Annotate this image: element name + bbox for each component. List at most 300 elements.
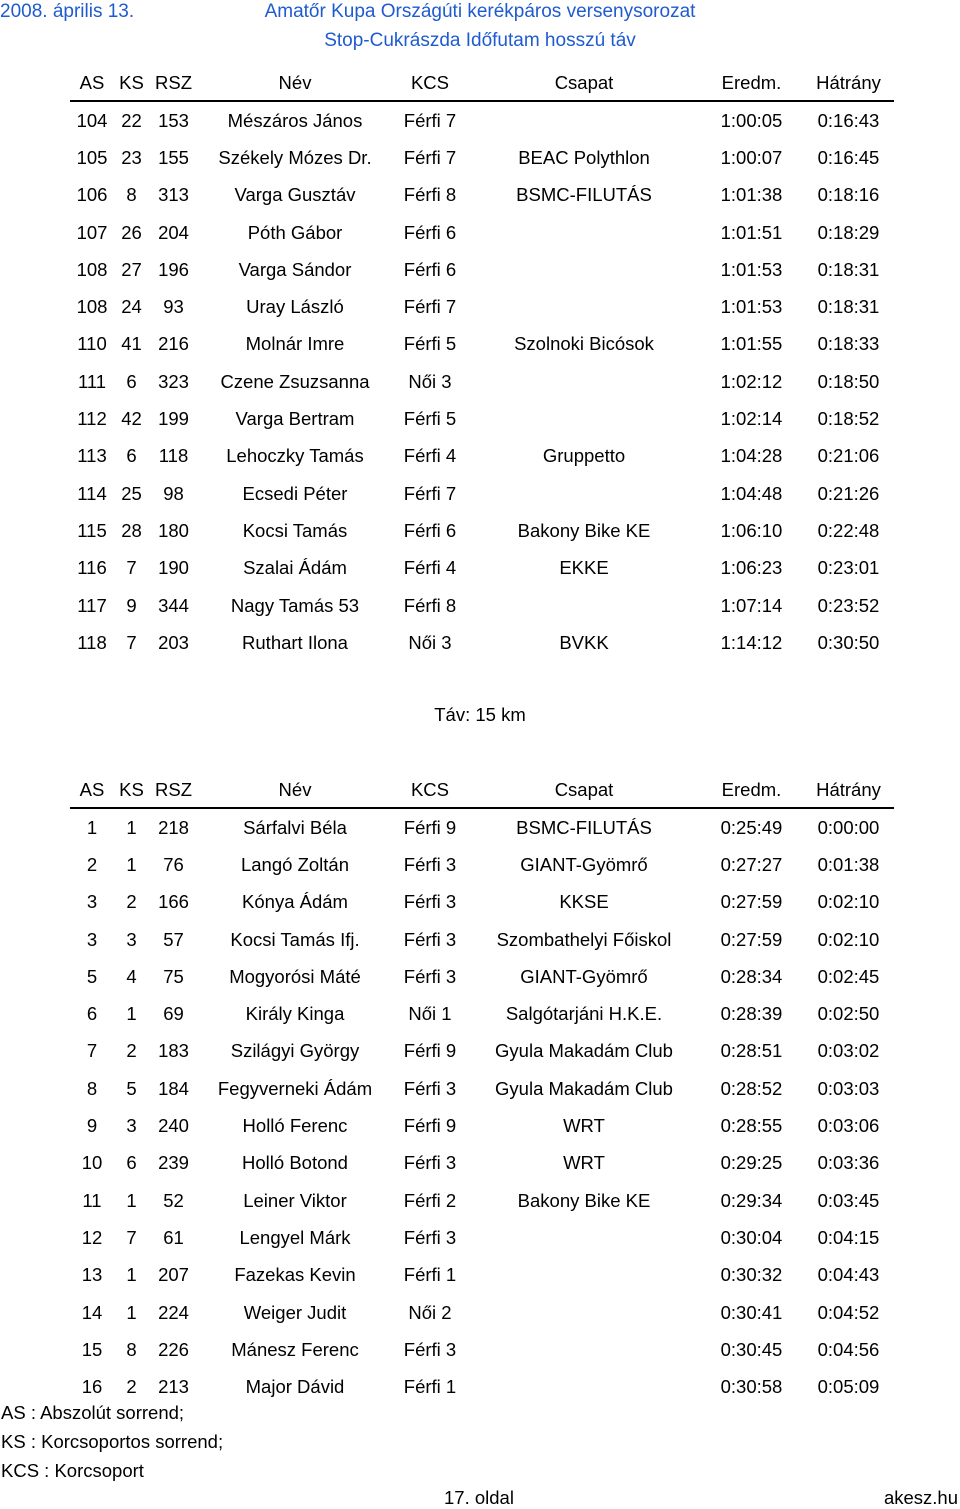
table-cell: 204 — [158, 221, 189, 243]
table-cell: Varga Bertram — [235, 408, 355, 430]
table-cell: 104 — [76, 109, 108, 131]
table-cell — [468, 1294, 700, 1331]
table-cell: 1:01:53 — [720, 296, 783, 318]
table-row — [70, 808, 894, 846]
table-cell: 213 — [158, 1376, 189, 1398]
table-cell: 14 — [81, 1301, 103, 1323]
table-cell: 0:30:41 — [720, 1301, 783, 1323]
table-row — [70, 214, 894, 251]
table-cell: Férfi 7 — [403, 146, 457, 168]
results-table-long — [70, 66, 894, 661]
column-header: AS — [79, 72, 105, 93]
table-cell: 3 — [126, 1115, 137, 1137]
table-cell: 1 — [126, 1003, 137, 1025]
table-header — [70, 773, 894, 808]
table-cell: Férfi 6 — [403, 519, 457, 541]
table-cell: 240 — [158, 1115, 189, 1137]
table-cell: 183 — [158, 1040, 189, 1062]
column-header: Eredm. — [721, 72, 782, 93]
table-cell: 7 — [126, 557, 137, 579]
table-cell: 180 — [158, 519, 189, 541]
table-cell: 8 — [86, 1077, 98, 1099]
table-cell: 111 — [77, 370, 107, 392]
table-cell: 25 — [121, 482, 142, 504]
table-cell: 10 — [81, 1152, 103, 1174]
table-cell: 3 — [86, 891, 98, 913]
table-cell: Férfi 3 — [403, 1338, 457, 1360]
table-cell: 41 — [121, 333, 142, 355]
table-cell: Férfi 6 — [403, 258, 457, 280]
table-cell — [468, 101, 700, 139]
table-cell: 0:04:43 — [817, 1264, 880, 1286]
table-cell: 0:28:52 — [720, 1077, 783, 1099]
column-header: KCS — [410, 72, 450, 93]
table-cell: 0:18:50 — [817, 370, 880, 392]
table-cell: 1 — [126, 853, 137, 875]
table-cell: 108 — [76, 258, 108, 280]
table-header — [70, 66, 894, 101]
table-cell: Salgótarjáni H.K.E. — [505, 1003, 663, 1025]
table-cell: 117 — [77, 594, 107, 616]
column-header: Eredm. — [721, 779, 782, 800]
table-cell: 7 — [126, 1226, 137, 1248]
table-cell: 1 — [86, 816, 98, 838]
table-cell: 0:30:45 — [720, 1338, 783, 1360]
table-cell — [468, 475, 700, 512]
table-row — [70, 475, 894, 512]
table-cell: 344 — [158, 594, 189, 616]
table-cell: 1:07:14 — [720, 594, 783, 616]
column-header: Hátrány — [816, 779, 881, 800]
table-row — [70, 624, 894, 661]
table-cell: 75 — [163, 965, 184, 987]
table-cell: Langó Zoltán — [240, 853, 349, 875]
table-cell: Kocsi Tamás — [242, 519, 348, 541]
table-cell: 2 — [126, 1040, 137, 1062]
table-cell: Nagy Tamás 53 — [230, 594, 360, 616]
table-cell: 3 — [126, 928, 137, 950]
table-cell: 69 — [163, 1003, 184, 1025]
table-row — [70, 995, 894, 1032]
table-cell: Férfi 5 — [403, 408, 457, 430]
column-header: RSZ — [155, 72, 192, 93]
table-cell: 0:01:38 — [817, 853, 880, 875]
table-row — [70, 587, 894, 624]
table-body — [70, 808, 894, 1406]
table-cell: 114 — [77, 482, 107, 504]
column-header: Hátrány — [816, 72, 881, 93]
table-row — [70, 251, 894, 288]
table-cell: 0:18:52 — [817, 408, 880, 430]
table-cell: Gyula Makadám Club — [495, 1040, 673, 1062]
table-cell: Holló Botond — [242, 1152, 348, 1174]
table-cell — [468, 587, 700, 624]
table-cell: Női 3 — [408, 370, 452, 392]
table-cell: Székely Mózes Dr. — [218, 146, 372, 168]
table-cell: Major Dávid — [245, 1376, 345, 1398]
table-row — [70, 438, 894, 475]
distance-label: Táv: 15 km — [434, 704, 526, 725]
table-cell: 0:16:43 — [817, 109, 880, 131]
table-cell: Czene Zsuzsanna — [220, 370, 370, 392]
table-row — [70, 958, 894, 995]
column-header: Csapat — [554, 779, 614, 800]
table-row — [70, 1257, 894, 1294]
legend-kcs: KCS : Korcsoport — [1, 1460, 144, 1481]
table-body — [70, 101, 894, 661]
report-subtitle: Stop-Cukrászda Időfutam hosszú táv — [324, 30, 636, 51]
table-cell: 0:04:15 — [817, 1226, 880, 1248]
table-cell: 203 — [158, 631, 189, 653]
table-cell: 6 — [126, 1152, 137, 1174]
table-cell: Férfi 3 — [403, 1226, 457, 1248]
table-cell: Gyula Makadám Club — [495, 1077, 673, 1099]
table-cell: GIANT-Gyömrő — [520, 965, 648, 987]
table-cell: 7 — [86, 1040, 98, 1062]
table-cell: 0:29:34 — [720, 1189, 783, 1211]
column-header: RSZ — [155, 779, 192, 800]
table-cell: 6 — [126, 370, 137, 392]
table-cell: 7 — [126, 631, 137, 653]
table-cell: 0:30:32 — [720, 1264, 783, 1286]
table-cell: 199 — [158, 408, 189, 430]
table-cell — [468, 214, 700, 251]
table-cell: 0:18:16 — [817, 184, 880, 206]
table-cell: 1:00:07 — [720, 146, 783, 168]
table-cell: Mánesz Ferenc — [231, 1338, 359, 1360]
table-cell: 24 — [121, 296, 142, 318]
table-cell: Férfi 9 — [403, 1115, 457, 1137]
table-cell: 0:28:55 — [720, 1115, 783, 1137]
table-cell: Kónya Ádám — [242, 891, 348, 913]
table-row — [70, 1182, 894, 1219]
column-header: KCS — [410, 779, 450, 800]
table-cell: Szilágyi György — [230, 1040, 360, 1062]
table-cell: Férfi 7 — [403, 109, 457, 131]
table-cell: 76 — [163, 853, 184, 875]
table-cell: 0:27:59 — [720, 928, 783, 950]
table-cell: 216 — [158, 333, 189, 355]
table-cell: 0:28:39 — [720, 1003, 783, 1025]
table-cell: 0:02:50 — [817, 1003, 880, 1025]
table-cell: 190 — [158, 557, 189, 579]
table-cell: 218 — [158, 816, 189, 838]
table-cell: 26 — [121, 221, 142, 243]
table-cell: 0:29:25 — [720, 1152, 783, 1174]
table-cell: Férfi 3 — [403, 965, 457, 987]
table-cell: 3 — [86, 928, 98, 950]
table-cell: 0:23:52 — [817, 594, 880, 616]
column-header: Csapat — [554, 72, 614, 93]
table-cell: Férfi 2 — [403, 1189, 457, 1211]
table-cell: 1 — [126, 816, 137, 838]
table-cell: 1:00:05 — [720, 109, 783, 131]
table-cell: 16 — [81, 1376, 103, 1398]
column-header: KS — [119, 72, 144, 93]
table-cell — [468, 1331, 700, 1368]
table-cell: Mészáros János — [227, 109, 363, 131]
table-cell: 1:02:12 — [720, 370, 783, 392]
table-cell: 0:02:10 — [817, 891, 880, 913]
table-cell: 27 — [121, 258, 142, 280]
table-cell: 0:05:09 — [817, 1376, 880, 1398]
table-cell: 0:28:34 — [720, 965, 783, 987]
table-cell: BEAC Polythlon — [518, 146, 650, 168]
table-cell: 0:03:36 — [817, 1152, 880, 1174]
table-cell: BSMC-FILUTÁS — [516, 816, 652, 838]
table-cell: 9 — [126, 594, 137, 616]
table-cell: 1:04:48 — [720, 482, 783, 504]
table-row — [70, 550, 894, 587]
table-cell: 0:23:01 — [817, 557, 880, 579]
table-cell: 207 — [158, 1264, 189, 1286]
report-title: Amatőr Kupa Országúti kerékpáros versenysorozat — [264, 1, 696, 22]
report-date: 2008. április 13. — [0, 1, 135, 22]
table-cell: 0:21:06 — [817, 445, 880, 467]
table-cell: 11 — [82, 1189, 102, 1211]
table-cell: 108 — [76, 296, 108, 318]
table-cell: BSMC-FILUTÁS — [516, 184, 652, 206]
table-cell: 1:04:28 — [720, 445, 783, 467]
table-cell: Női 2 — [408, 1301, 452, 1323]
table-cell: 1:14:12 — [720, 631, 783, 653]
table-cell: 313 — [158, 184, 189, 206]
table-cell: 57 — [163, 928, 184, 950]
table-cell: 1:01:53 — [720, 258, 783, 280]
table-row — [70, 1294, 894, 1331]
table-row — [70, 921, 894, 958]
table-cell: 1:01:51 — [720, 221, 783, 243]
table-row — [70, 1107, 894, 1144]
table-cell: 106 — [76, 184, 108, 206]
table-cell: 107 — [76, 221, 108, 243]
table-cell: Varga Gusztáv — [234, 184, 356, 206]
table-cell: Szalai Ádám — [243, 557, 347, 579]
table-cell: 2 — [126, 891, 137, 913]
table-cell: 224 — [158, 1301, 189, 1323]
table-cell: Férfi 7 — [403, 296, 457, 318]
table-row — [70, 139, 894, 176]
table-cell: 112 — [77, 408, 107, 430]
table-cell: Férfi 8 — [403, 184, 457, 206]
table-cell: 28 — [121, 519, 142, 541]
table-cell: 1:02:14 — [720, 408, 783, 430]
table-cell: 116 — [77, 557, 107, 579]
table-cell: 153 — [158, 109, 189, 131]
table-cell: 0:04:56 — [817, 1338, 880, 1360]
table-cell: 1 — [126, 1301, 137, 1323]
table-cell: Bakony Bike KE — [517, 519, 651, 541]
table-cell: 0:28:51 — [720, 1040, 783, 1062]
table-cell: Női 1 — [408, 1003, 452, 1025]
table-cell: Lehoczky Tamás — [226, 445, 364, 467]
table-cell: 184 — [158, 1077, 189, 1099]
table-row — [70, 1033, 894, 1070]
table-cell: 5 — [86, 965, 98, 987]
table-cell: 22 — [121, 109, 142, 131]
table-cell: Férfi 4 — [403, 445, 457, 467]
table-cell: Molnár Imre — [245, 333, 345, 355]
table-cell: Fazekas Kevin — [234, 1264, 356, 1286]
table-cell — [468, 363, 700, 400]
table-cell: Férfi 3 — [403, 891, 457, 913]
table-cell: 42 — [121, 408, 142, 430]
page-number: 17. oldal — [444, 1487, 514, 1508]
table-cell: 0:22:48 — [817, 519, 880, 541]
column-header: KS — [119, 779, 144, 800]
table-cell: 1:01:38 — [720, 184, 783, 206]
table-cell: 155 — [158, 146, 189, 168]
table-cell: Varga Sándor — [238, 258, 352, 280]
table-cell: Férfi 1 — [403, 1376, 457, 1398]
table-cell: 0:16:45 — [817, 146, 880, 168]
table-cell: 0:03:03 — [817, 1077, 880, 1099]
table-cell: 196 — [158, 258, 189, 280]
column-header: Név — [278, 779, 312, 800]
table-cell: 118 — [77, 631, 107, 653]
table-cell: Sárfalvi Béla — [243, 816, 347, 838]
table-cell: 1:01:55 — [720, 333, 783, 355]
table-cell — [468, 251, 700, 288]
table-cell: 6 — [126, 445, 137, 467]
table-cell: 12 — [81, 1226, 103, 1248]
table-cell: 0:25:49 — [720, 816, 783, 838]
table-cell: 8 — [126, 184, 137, 206]
table-cell: 93 — [163, 296, 184, 318]
table-cell: Férfi 3 — [403, 928, 457, 950]
table-cell: 1:06:23 — [720, 557, 783, 579]
table-cell: 323 — [158, 370, 189, 392]
table-cell: 5 — [126, 1077, 137, 1099]
table-cell: KKSE — [559, 891, 609, 913]
table-row — [70, 400, 894, 437]
table-cell: 98 — [163, 482, 184, 504]
table-row — [70, 326, 894, 363]
table-cell — [468, 288, 700, 325]
table-cell: Holló Ferenc — [242, 1115, 348, 1137]
table-row — [70, 1368, 894, 1405]
table-cell: EKKE — [559, 557, 609, 579]
table-row — [70, 288, 894, 325]
table-cell: Férfi 3 — [403, 853, 457, 875]
table-cell: Férfi 8 — [403, 594, 457, 616]
table-cell: 0:30:04 — [720, 1226, 783, 1248]
table-cell: Ruthart Ilona — [242, 631, 348, 653]
column-header: AS — [79, 779, 105, 800]
table-cell: 239 — [158, 1152, 189, 1174]
table-cell: Uray László — [246, 296, 344, 318]
table-cell: 8 — [126, 1338, 137, 1360]
table-cell: 0:00:00 — [817, 816, 880, 838]
table-cell: Szolnoki Bicósok — [514, 333, 654, 355]
table-cell: 0:18:33 — [817, 333, 880, 355]
table-cell: Mogyorósi Máté — [229, 965, 361, 987]
table-cell: BVKK — [559, 631, 609, 653]
table-cell: Leiner Viktor — [243, 1189, 347, 1211]
table-cell: Férfi 4 — [403, 557, 457, 579]
table-row — [70, 1219, 894, 1256]
table-cell: Király Kinga — [245, 1003, 345, 1025]
table-cell: Férfi 5 — [403, 333, 457, 355]
table-cell: Férfi 9 — [403, 816, 457, 838]
table-cell: Bakony Bike KE — [517, 1189, 651, 1211]
table-cell: 118 — [158, 445, 189, 467]
table-cell: 23 — [121, 146, 142, 168]
table-cell: 0:03:02 — [817, 1040, 880, 1062]
table-cell: Weiger Judit — [243, 1301, 347, 1323]
table-row — [70, 1331, 894, 1368]
table-row — [70, 1070, 894, 1107]
table-cell: 0:18:31 — [817, 258, 880, 280]
table-row — [70, 101, 894, 139]
table-row — [70, 363, 894, 400]
table-cell: Férfi 6 — [403, 221, 457, 243]
table-cell: 6 — [86, 1003, 98, 1025]
table-cell: 105 — [76, 146, 108, 168]
table-cell: Gruppetto — [542, 445, 626, 467]
table-cell: WRT — [563, 1115, 605, 1137]
table-cell — [468, 1219, 700, 1256]
table-cell: Férfi 3 — [403, 1152, 457, 1174]
table-cell: 115 — [77, 519, 107, 541]
table-cell: 0:27:27 — [720, 853, 783, 875]
table-cell: 52 — [163, 1189, 184, 1211]
table-cell: Póth Gábor — [247, 221, 343, 243]
table-cell: 0:04:52 — [817, 1301, 880, 1323]
table-row — [70, 512, 894, 549]
table-cell: 0:03:06 — [817, 1115, 880, 1137]
table-cell: 226 — [158, 1338, 189, 1360]
table-cell: 15 — [81, 1338, 103, 1360]
table-cell: 113 — [77, 445, 107, 467]
table-cell: Férfi 1 — [403, 1264, 457, 1286]
legend-ks: KS : Korcsoportos sorrend; — [1, 1431, 224, 1452]
column-header: Név — [278, 72, 312, 93]
table-cell — [468, 1368, 700, 1405]
table-cell: 0:02:10 — [817, 928, 880, 950]
table-row — [70, 884, 894, 921]
table-cell: 1:06:10 — [720, 519, 783, 541]
table-cell: Ecsedi Péter — [242, 482, 348, 504]
table-cell: 1 — [126, 1189, 137, 1211]
table-cell: Kocsi Tamás Ifj. — [230, 928, 360, 950]
table-cell: 2 — [126, 1376, 137, 1398]
table-cell: Szombathelyi Főiskol — [496, 928, 672, 950]
table-cell: Férfi 3 — [403, 1077, 457, 1099]
table-cell: 166 — [158, 891, 189, 913]
results-table-15km — [70, 773, 894, 1406]
table-cell: Férfi 7 — [403, 482, 457, 504]
table-row — [70, 177, 894, 214]
table-cell: 0:02:45 — [817, 965, 880, 987]
table-cell: Női 3 — [408, 631, 452, 653]
table-cell: Fegyverneki Ádám — [217, 1077, 373, 1099]
table-cell: 0:27:59 — [720, 891, 783, 913]
table-cell — [468, 1257, 700, 1294]
table-cell: 0:03:45 — [817, 1189, 880, 1211]
table-cell: 0:30:50 — [817, 631, 880, 653]
table-cell: 1 — [126, 1264, 137, 1286]
table-cell: 0:18:29 — [817, 221, 880, 243]
table-cell: 4 — [126, 965, 137, 987]
table-cell: WRT — [563, 1152, 605, 1174]
table-row — [70, 846, 894, 883]
site-name: akesz.hu — [883, 1487, 958, 1508]
table-cell: 0:30:58 — [720, 1376, 783, 1398]
table-cell: GIANT-Gyömrő — [520, 853, 648, 875]
table-row — [70, 1145, 894, 1182]
table-cell: 0:21:26 — [817, 482, 880, 504]
